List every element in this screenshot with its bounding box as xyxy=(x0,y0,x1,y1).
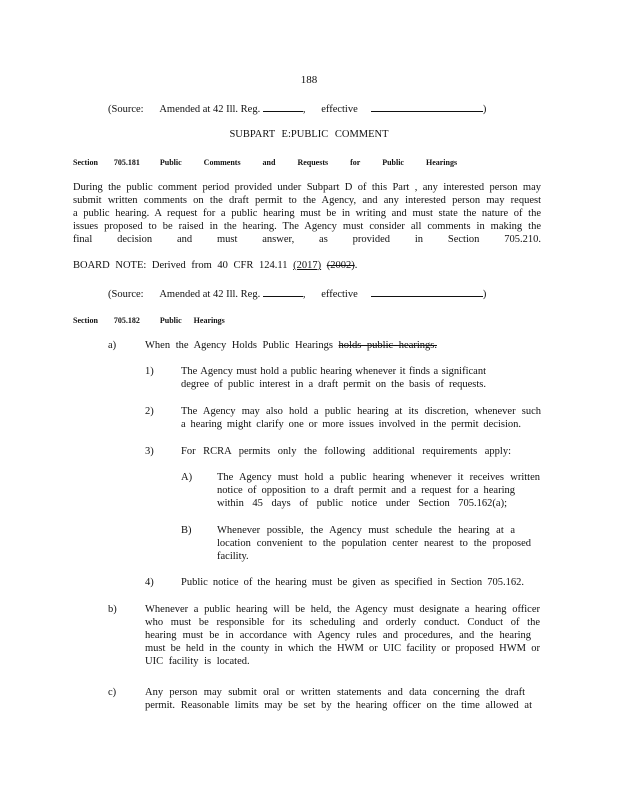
item-c-line: Any person may submit oral or written statements and data concerning the draft xyxy=(145,687,525,698)
item-4-line: Public notice of the hearing must be given as specified in Section 705.162. xyxy=(181,577,524,588)
item-a-title-deleted: holds public hearings. xyxy=(338,340,437,351)
item-3b-line: location convenient to the population center nearest to the proposed xyxy=(217,538,531,549)
item-3-label: 3) xyxy=(145,446,154,457)
item-2-label: 2) xyxy=(145,406,154,417)
section-182-heading: Section 705.182 Public Hearings xyxy=(73,316,225,325)
item-3b-line: facility. xyxy=(217,551,249,562)
source-note-1: (Source: Amended at 42 Ill. Reg. , effective ) xyxy=(108,104,487,115)
blank-effective-2 xyxy=(371,287,483,297)
section-181-para-line: final decision and must answer, as provided in Section 705.210. xyxy=(73,234,541,245)
section-181-para-line: submit written comments on the draft permit to the Agency, and any interested person may request xyxy=(73,195,541,206)
section-181-heading: Section 705.181 Public Comments and Requests for Public Hearings xyxy=(73,158,458,167)
item-2-line: a hearing might clarify one or more issues involved in the permit decision. xyxy=(181,419,521,430)
board-note-deleted: (2002) xyxy=(326,260,355,271)
item-b-line: UIC facility is located. xyxy=(145,656,250,667)
item-b-line: who must be responsible for its scheduling and orderly conduct. Conduct of the xyxy=(145,617,540,628)
item-3b-line: Whenever possible, the Agency must schedule the hearing at a xyxy=(217,525,515,536)
item-b-line: must be held in the county in which the HWM or UIC facility or proposed HWM or xyxy=(145,643,540,654)
section-181-para-line: issues proposed to be raised in the hearing. The Agency must consider all comments in making the xyxy=(73,221,541,232)
item-3-line: For RCRA permits only the following additional requirements apply: xyxy=(181,446,511,457)
source-note-2: (Source: Amended at 42 Ill. Reg. , effective ) xyxy=(108,289,487,300)
item-1-label: 1) xyxy=(145,366,154,377)
item-3a-line: notice of opposition to a draft permit and a request for a hearing xyxy=(217,485,515,496)
item-1-line: The Agency must hold a public hearing whenever it finds a significant xyxy=(181,366,486,377)
item-c-line: permit. Reasonable limits may be set by the hearing officer on the time allowed at xyxy=(145,700,532,711)
blank-reg-2 xyxy=(263,287,303,297)
item-3a-line: within 45 days of public notice under Section 705.162(a); xyxy=(217,498,507,509)
item-b-label: b) xyxy=(108,604,117,615)
section-181-para-line: During the public comment period provided under Subpart D of this Part , any interested person may xyxy=(73,182,541,193)
page-number: 188 xyxy=(300,74,318,86)
item-3b-label: B) xyxy=(181,525,192,536)
item-3a-line: The Agency must hold a public hearing whenever it receives written xyxy=(217,472,540,483)
blank-effective-1 xyxy=(371,102,483,112)
item-2-line: The Agency may also hold a public hearing at its discretion, whenever such xyxy=(181,406,541,417)
item-1-line: degree of public interest in a draft permit on the basis of requests. xyxy=(181,379,486,390)
blank-reg-1 xyxy=(263,102,303,112)
item-a-title: When the Agency Holds Public Hearings holds public hearings. xyxy=(145,340,437,351)
item-c-label: c) xyxy=(108,687,117,698)
section-181-para-line: a public hearing. A request for a public hearing must be in writing and must state the nature of the xyxy=(73,208,541,219)
item-b-line: hearing must be in accordance with Agency rules and procedures, and the hearing xyxy=(145,630,531,641)
item-a-label: a) xyxy=(108,340,117,351)
item-3a-label: A) xyxy=(181,472,193,483)
board-note-added: (2017) xyxy=(293,260,322,271)
item-b-line: Whenever a public hearing will be held, the Agency must designate a hearing officer xyxy=(145,604,540,615)
board-note: BOARD NOTE: Derived from 40 CFR 124.11 (2017) (2002). xyxy=(73,260,358,271)
item-4-label: 4) xyxy=(145,577,154,588)
subpart-heading: SUBPART E:PUBLIC COMMENT xyxy=(229,129,389,140)
